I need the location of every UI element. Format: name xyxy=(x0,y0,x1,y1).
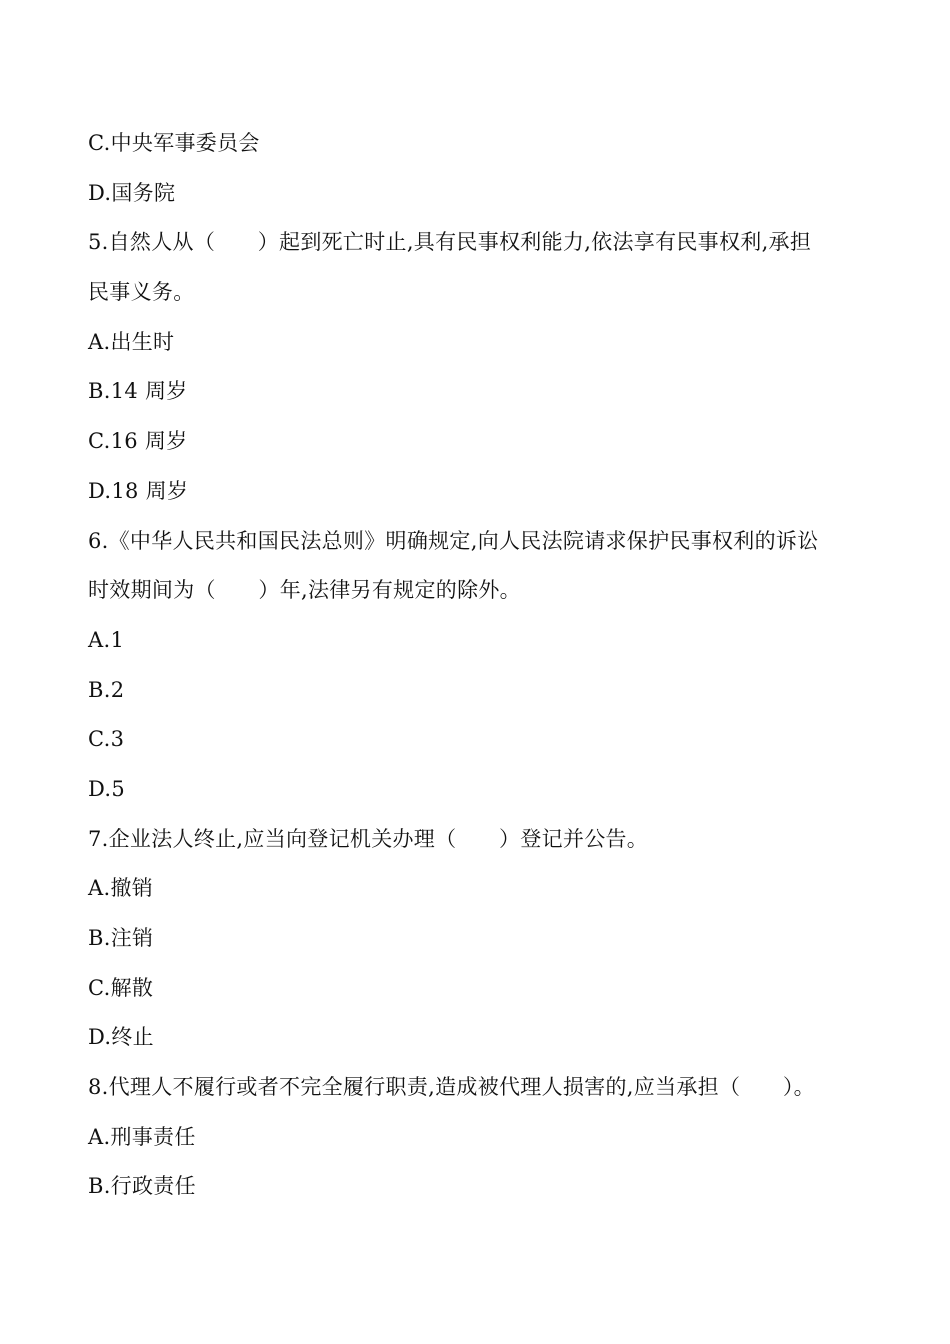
q8-option-a: A.刑事责任 xyxy=(88,1124,196,1149)
q5-option-b: B.14 周岁 xyxy=(88,379,188,404)
question-6-line-2: 时效期间为（ ）年,法律另有规定的除外。 xyxy=(88,578,521,603)
option-c-central-military-commission: C.中央军事委员会 xyxy=(88,131,260,155)
q6-option-c: C.3 xyxy=(88,727,125,752)
question-5-line-1: 5.自然人从（ ）起到死亡时止,具有民事权利能力,依法享有民事权利,承担 xyxy=(88,230,812,255)
option-d-state-council: D.国务院 xyxy=(88,180,176,205)
q7-option-c: C.解散 xyxy=(88,975,154,1000)
q6-option-d: D.5 xyxy=(88,776,126,801)
q5-option-a: A.出生时 xyxy=(88,329,175,354)
q7-option-a: A.撤销 xyxy=(88,876,154,901)
question-5-line-2: 民事义务。 xyxy=(88,280,195,305)
q5-option-d: D.18 周岁 xyxy=(88,478,189,503)
question-8: 8.代理人不履行或者不完全履行职责,造成被代理人损害的,应当承担（ ）。 xyxy=(88,1075,815,1100)
q6-option-a: A.1 xyxy=(88,627,125,652)
question-list xyxy=(88,119,878,1212)
q7-option-d: D.终止 xyxy=(88,1025,154,1050)
q7-option-b: B.注销 xyxy=(88,926,154,950)
q8-option-b: B.行政责任 xyxy=(88,1174,196,1199)
q6-option-b: B.2 xyxy=(88,677,125,702)
question-6-line-1: 6.《中华人民共和国民法总则》明确规定,向人民法院请求保护民事权利的诉讼 xyxy=(88,528,819,553)
q5-option-c: C.16 周岁 xyxy=(88,429,188,454)
question-7: 7.企业法人终止,应当向登记机关办理（ ）登记并公告。 xyxy=(88,826,649,851)
